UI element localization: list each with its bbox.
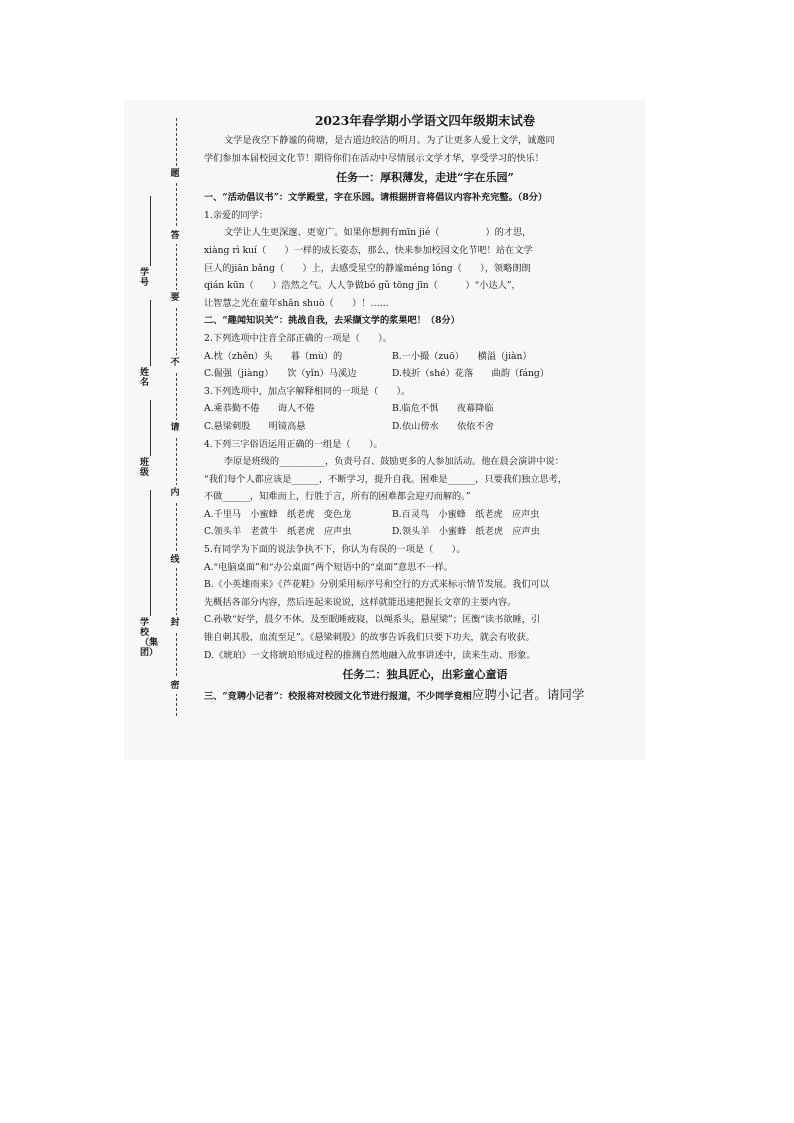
question-3: 3.下列选项中，加点字解释相同的一项是（ ）。 xyxy=(204,385,411,397)
seal-char: 要 xyxy=(166,290,184,306)
seal-char: 不 xyxy=(166,355,184,371)
q5-line: 先概括各部分内容，然后连起来说说，这样就能迅速把握长文章的主要内容。 xyxy=(204,596,517,608)
field-line xyxy=(150,196,151,266)
q1-line: xiàng rì kuí（ ）一样的成长姿态，那么，快来参加校园文化节吧！站在文学 xyxy=(204,244,533,256)
q1-line: 让智慧之光在童年shǎn shuò（ ）！…… xyxy=(204,297,389,309)
class-label: 班级 xyxy=(140,458,150,478)
exam-title: 2023年春学期小学语文四年级期末试卷 xyxy=(314,113,536,128)
option-a: A.枕（zhěn）头 暮（mù）的 xyxy=(204,350,343,362)
q5-line: 锥自刺其股，血流至足”。《悬梁刺股》的故事告诉我们只要下功夫，就会有收获。 xyxy=(204,632,535,644)
q2-options-row xyxy=(204,348,616,366)
q1-line: 文学让人生更深邃、更宽广。如果你想拥有mīn jié（ ）的才思， xyxy=(224,227,532,239)
field-line xyxy=(150,490,151,616)
student-id-label: 学号 xyxy=(140,268,150,288)
option-c: C.悬梁刺股 明镜高悬 xyxy=(204,420,306,432)
field-line xyxy=(150,400,151,456)
seal-char: 内 xyxy=(166,485,184,501)
q5-line: C.孙敬“好学，晨夕不休。及至眠睡疲寝，以绳系头，悬屋梁”；匡衡“读书欲睡，引 xyxy=(204,614,541,626)
section3-heading-text: 三、“竞聘小记者”：校报将对校园文化节进行报道，不少同学竞相 xyxy=(204,691,472,703)
intro-line: 文学是夜空下静谧的荷塘，是古道边皎洁的明月。为了让更多人爱上文学，诚邀同 xyxy=(224,135,555,146)
option-a: A.千里马 小蜜蜂 纸老虎 变色龙 xyxy=(204,508,352,520)
section2-heading: 二、“趣闻知识关”：挑战自我，去采撷文学的浆果吧！（8分） xyxy=(204,315,460,327)
seal-char: 题 xyxy=(166,166,184,182)
q4-options-row xyxy=(204,523,616,541)
option-a: A.乘恭勤不倦 诲人不倦 xyxy=(204,403,315,415)
option-c: C.倔强（jiàng） 饮（yǐn）马溪边 xyxy=(204,368,357,380)
q3-options-row xyxy=(204,400,616,418)
seal-char: 密 xyxy=(166,678,184,694)
seal-char: 线 xyxy=(166,552,184,568)
option-b: B.一小撮（zuō） 横溢（jiàn） xyxy=(392,350,532,362)
intro-line: 学们参加本届校园文化节！期待你们在活动中尽情展示文学才华，享受学习的快乐！ xyxy=(204,152,544,164)
q4-passage-line: 不做______，知难而上，行胜于言，所有的困难都会迎刃而解的。” xyxy=(204,491,471,503)
q5-line: A.“电脑桌面”和“办公桌面”两个短语中的“桌面”意思不一样。 xyxy=(204,561,454,573)
section1-heading: 一、“活动倡议书”：文学殿堂，字在乐园。请根据拼音将倡议内容补充完整。（8分） xyxy=(204,192,548,204)
option-d: D.枝折（shé）花落 曲韵（fáng） xyxy=(392,368,549,380)
option-b: B.临危不惧 夜幕降临 xyxy=(392,403,494,415)
task2-heading: 任务二：独具匠心，出彩童心童语 xyxy=(342,668,508,682)
seal-char: 答 xyxy=(166,228,184,244)
q1-line: 巨人的jiān bǎng（ ）上，去感受星空的静谧méng lóng（ ），领略朗朗 xyxy=(204,262,531,274)
question-5: 5.有同学为下面的说法争执不下，你认为有误的一项是（ ）。 xyxy=(204,544,466,556)
option-c: C.领头羊 老黄牛 纸老虎 应声虫 xyxy=(204,526,352,538)
section3-heading xyxy=(204,686,616,706)
q3-options-row xyxy=(204,418,616,436)
q4-options-row xyxy=(204,506,616,524)
option-b: B.百灵鸟 小蜜蜂 纸老虎 应声虫 xyxy=(392,508,540,520)
school-label: 学校（集团） xyxy=(140,618,159,658)
q4-passage-line: 李原是班级的__________，负责号召、鼓励更多的人参加活动。他在晨会演讲中说： xyxy=(224,456,564,468)
q2-options-row xyxy=(204,365,616,383)
field-line xyxy=(150,300,151,366)
q4-passage-line: “我们每个人都应该是______，不断学习，提升自我。困难是______，只要我们独立思考， xyxy=(204,473,568,485)
exam-content xyxy=(204,110,616,706)
question-2: 2.下列选项中注音全部正确的一项是（ ）。 xyxy=(204,332,392,344)
name-label: 姓名 xyxy=(140,368,150,388)
section3-overlay-text: 应聘小记者。请同学 xyxy=(471,687,585,703)
option-d: D.依山傍水 依依不舍 xyxy=(392,420,494,432)
q5-line: D.《琥珀》一文将琥珀形成过程的推测自然地融入故事讲述中，读来生动、形象。 xyxy=(204,649,536,661)
question-1: 1.亲爱的同学： xyxy=(204,209,268,221)
seal-char: 请 xyxy=(166,420,184,436)
q1-line: qián kūn（ ）浩然之气。人人争做bó gǔ tōng jīn（ ）“小达人”， xyxy=(204,280,521,292)
option-d: D.领头羊 小蜜蜂 纸老虎 应声虫 xyxy=(392,526,540,538)
question-4: 4.下列三字俗语运用正确的一组是（ ）。 xyxy=(204,438,383,450)
task1-heading: 任务一：厚积薄发，走进“字在乐园” xyxy=(336,171,514,185)
q5-line: B.《小英雄雨来》《芦花鞋》分别采用标序号和空行的方式来标示情节发展。我们可以 xyxy=(204,579,550,591)
seal-char: 封 xyxy=(166,615,184,631)
